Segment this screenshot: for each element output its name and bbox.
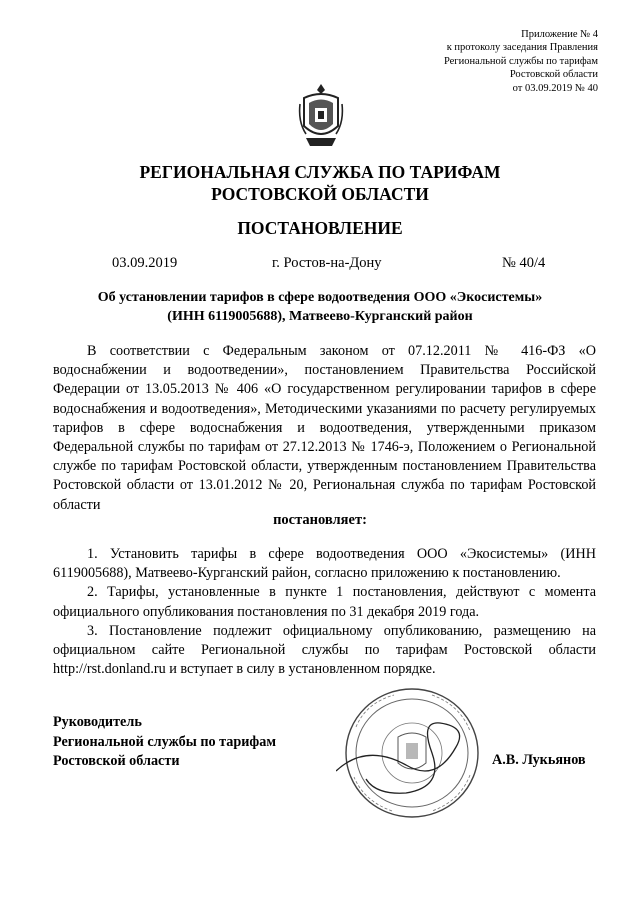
resolves-heading: постановляет: <box>273 512 367 528</box>
organization-title-line: РОСТОВСКОЙ ОБЛАСТИ <box>211 184 429 204</box>
document-number: № 40/4 <box>502 255 546 271</box>
subject-line: (ИНН 6119005688), Матвеево-Курганский район <box>167 309 473 324</box>
resolution-item: 2. Тарифы, установленные в пункте 1 постановления, действуют с момента официального опубликования постановления по 31 декабря 2019 года. <box>53 584 596 620</box>
signatory-title-line: Руководитель <box>53 714 142 730</box>
document-city: г. Ростов-на-Дону <box>272 255 382 271</box>
subject-line: Об установлении тарифов в сфере водоотведения ООО «Экосистемы» <box>97 290 543 305</box>
appendix-line: Приложение № 4 <box>521 29 598 40</box>
appendix-note <box>444 28 598 95</box>
organization-title-line: РЕГИОНАЛЬНАЯ СЛУЖБА ПО ТАРИФАМ <box>139 162 501 182</box>
document-subject <box>60 288 580 326</box>
appendix-line: от 03.09.2019 № 40 <box>512 82 598 94</box>
resolution-item: 3. Постановление подлежит официальному опубликованию, размещению на официальном сайте Региональной службы по тарифам Ростовской области http://rst.donland.ru и вступает в силу в установленном порядке. <box>53 622 596 678</box>
appendix-line: Ростовской области <box>509 69 598 81</box>
appendix-line: к протоколу заседания Правления <box>446 42 598 54</box>
official-seal-icon <box>336 683 484 823</box>
signatory-name: А.В. Лукьянов <box>492 752 586 768</box>
document-date: 03.09.2019 <box>112 255 178 271</box>
document-type-heading: ПОСТАНОВЛЕНИЕ <box>237 218 403 238</box>
appendix-line: Региональной службы по тарифам <box>443 55 598 67</box>
preamble-paragraph: В соответствии с Федеральным законом от 07.12.2011 № 416-ФЗ «О водоснабжении и водоотведении», постановлением Правительства Российской Федерации от 13.05.2013 № 406 «О государственном регулировании тарифов в сфере водоснабжения и водоотведения», Методическими указаниями по расчету регулируемых тарифов в сфере водоснабжения и водоотведения, утвержденными приказом Федеральной службы по тарифам от 27.12.2013 № 1746-э, Положением о Региональной службе по тарифам Ростовской области, утвержденным постановлением Правительства Ростовской области от 13.01.2012 № 20, Региональная служба по тарифам Ростовской области <box>53 343 596 513</box>
signatory-title-line: Региональной службы по тарифам <box>53 733 277 750</box>
resolution-item: 1. Установить тарифы в сфере водоотведения ООО «Экосистемы» (ИНН 6119005688), Матвеево-Курганский район, согласно приложению к постановлению. <box>53 546 596 582</box>
signatory-title-line: Ростовской области <box>53 753 180 769</box>
coat-of-arms-icon <box>298 82 344 150</box>
organization-title <box>0 161 640 205</box>
resolution-items <box>53 545 596 679</box>
signatory-title <box>53 713 276 772</box>
